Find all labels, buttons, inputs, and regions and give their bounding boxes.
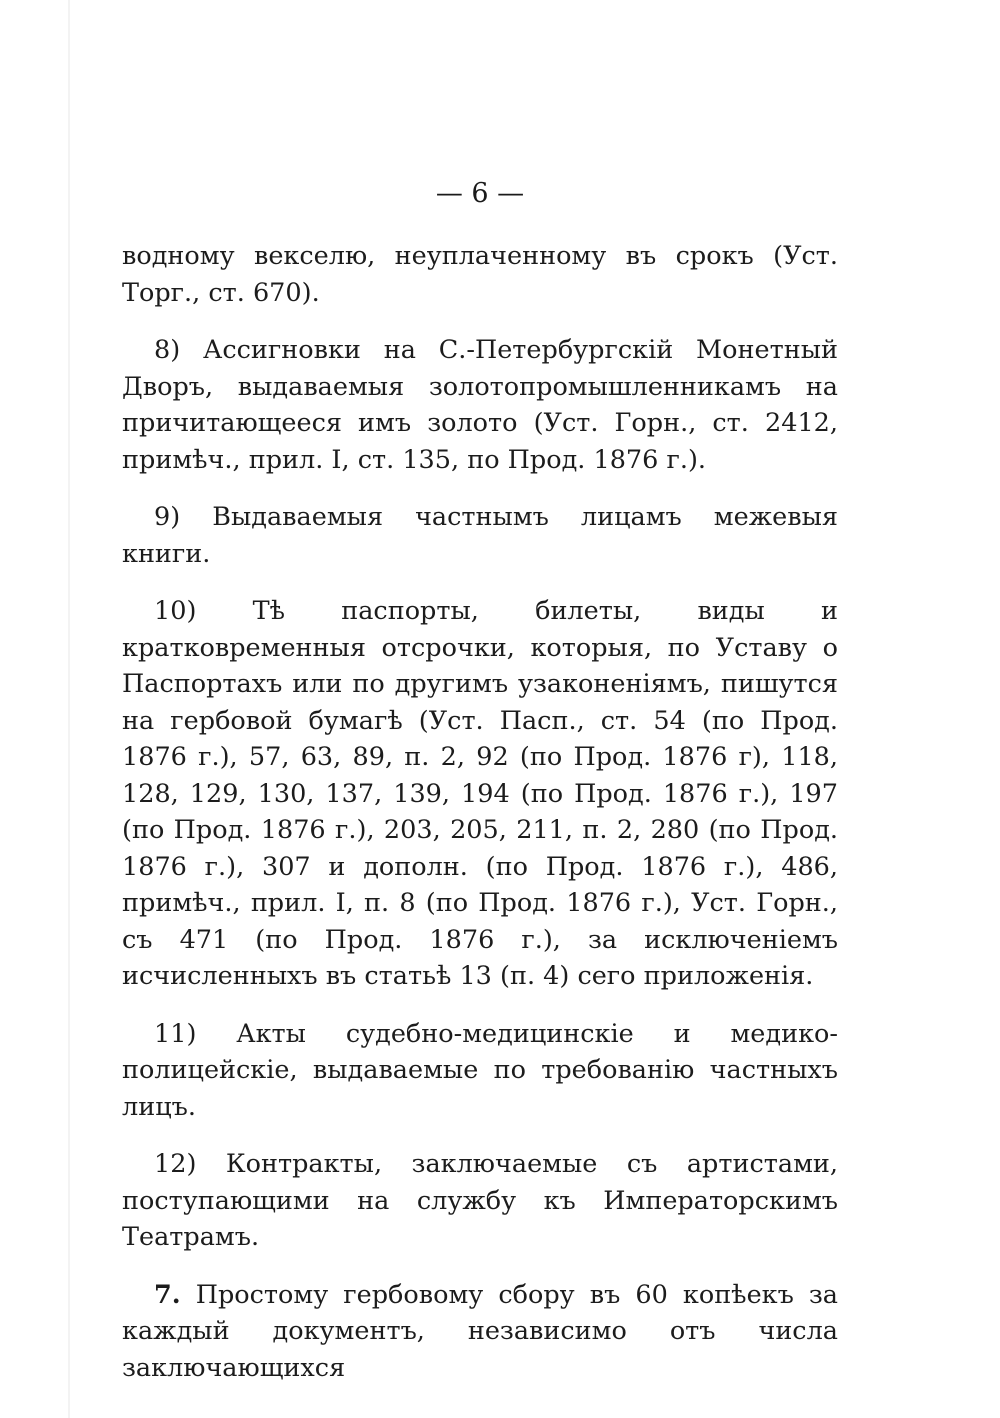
paragraph-text: Контракты, заключаемые съ артистами, поступающими на службу къ Императорскимъ Театрамъ. xyxy=(122,1149,839,1252)
item-number: 8) xyxy=(154,335,181,365)
paragraph-text: Простому гербовому сбору въ 60 копѣекъ за каждый документъ, независимо отъ числа заключающихся xyxy=(122,1279,838,1383)
item-number: 11) xyxy=(154,1018,197,1049)
paragraph-continued xyxy=(122,238,838,311)
paragraph-text: водному векселю, неуплаченному въ срокъ (Уст. Торг., ст. 670). xyxy=(122,241,838,308)
body-text xyxy=(122,238,838,1407)
paragraph-item-9 xyxy=(122,499,838,572)
section-number: 7. xyxy=(154,1279,181,1310)
paragraph-item-11 xyxy=(122,1016,838,1126)
item-number: 10) xyxy=(154,596,197,626)
item-number: 12) xyxy=(154,1149,197,1179)
paragraph-text: Акты судебно-медицинскіе и медико-полицейскіе, выдаваемые по требованію частныхъ лицъ. xyxy=(122,1018,838,1122)
paragraph-item-8 xyxy=(122,332,838,478)
paragraph-item-10 xyxy=(122,593,838,995)
paragraph-text: Ассигновки на С.-Петербургскій Монетный Дворъ, выдаваемыя золотопромышленникамъ на причитающееся имъ золото (Уст. Горн., ст. 2412, примѣч., прил. I, ст. 135, по Прод. 1876 г.). xyxy=(122,335,838,475)
paragraph-text: Выдаваемыя частнымъ лицамъ межевыя книги. xyxy=(122,502,839,569)
paragraph-item-12 xyxy=(122,1146,838,1256)
scan-margin-shade xyxy=(68,0,70,1418)
item-number: 9) xyxy=(154,502,181,532)
paragraph-section-7 xyxy=(122,1277,838,1387)
paragraph-text: Тѣ паспорты, билеты, виды и кратковременныя отсрочки, которыя, по Уставу о Паспортахъ или по другимъ узаконеніямъ, пишутся на гербовой бумагѣ (Уст. Пасп., ст. 54 (по Прод. 1876 г.), 57, 63, 89, п. 2, 92 (по Прод. 1876 г), 118, 128, 129, 130, 137, 139, 194 (по Прод. 1876 г.), 197 (по Прод. 1876 г.), 203, 205, 211, п. 2, 280 (по Прод. 1876 г.), 307 и дополн. (по Прод. 1876 г.), 486, примѣч., прил. I, п. 8 (по Прод. 1876 г.), Уст. Горн., съ 471 (по Прод. 1876 г.), за исключеніемъ исчисленныхъ въ статьѣ 13 (п. 4) сего приложенія. xyxy=(122,596,838,991)
page-number: — 6 — xyxy=(435,178,525,209)
